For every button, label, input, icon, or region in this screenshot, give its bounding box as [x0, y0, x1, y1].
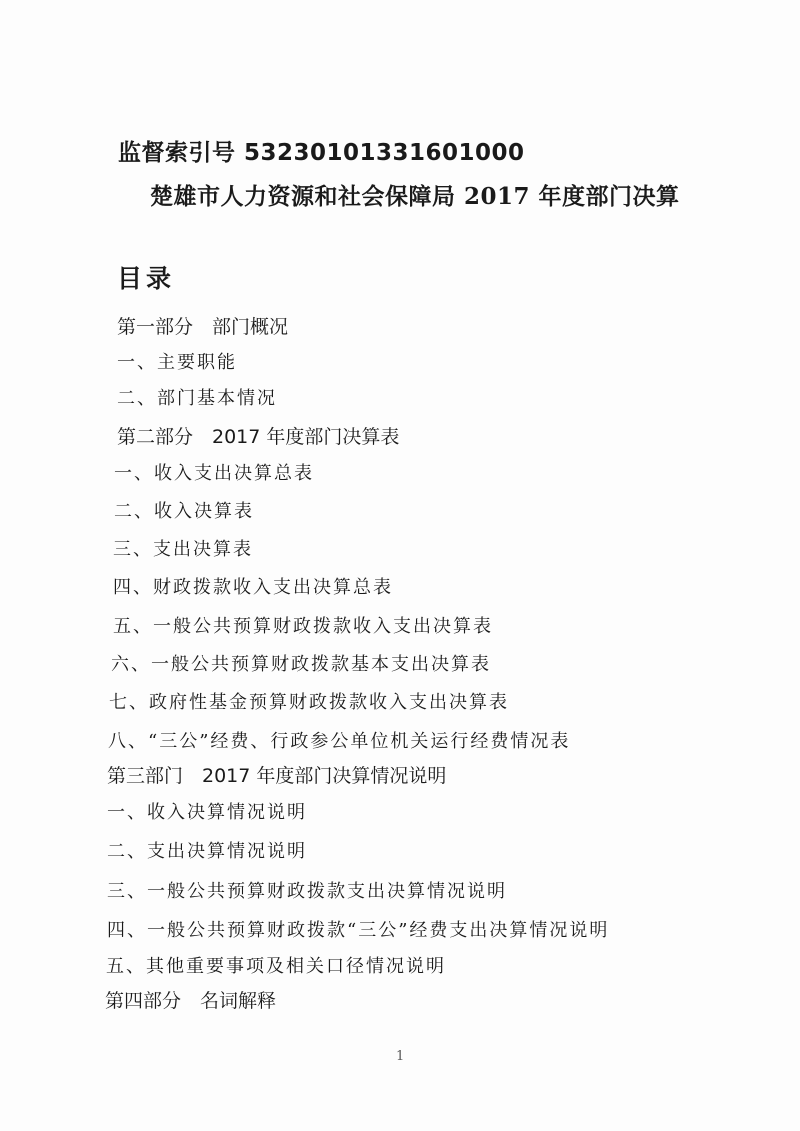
toc-item: 七、政府性基金预算财政拨款收入支出决算表	[109, 692, 509, 713]
supervision-index-number: 监督索引号 53230101331601000	[118, 140, 525, 166]
toc-item: 三、一般公共预算财政拨款支出决算情况说明	[107, 881, 507, 902]
toc-heading: 目录	[117, 264, 176, 293]
toc-part-2: 第二部分 2017 年度部门决算表	[117, 426, 400, 448]
toc-item: 五、其他重要事项及相关口径情况说明	[106, 956, 446, 977]
toc-item: 一、收入决算情况说明	[107, 802, 307, 823]
toc-item: 二、部门基本情况	[117, 388, 277, 409]
toc-item: 五、一般公共预算财政拨款收入支出决算表	[113, 616, 493, 637]
toc-item: 八、“三公”经费、行政参公单位机关运行经费情况表	[108, 731, 571, 752]
toc-item: 四、财政拨款收入支出决算总表	[113, 577, 393, 598]
toc-item: 四、一般公共预算财政拨款“三公”经费支出决算情况说明	[107, 920, 610, 941]
toc-item: 二、支出决算情况说明	[107, 841, 307, 862]
toc-item: 三、支出决算表	[113, 539, 253, 560]
toc-item: 二、收入决算表	[114, 501, 254, 522]
toc-item: 一、收入支出决算总表	[114, 463, 314, 484]
page-number: 1	[396, 1049, 405, 1064]
toc-part-1: 第一部分 部门概况	[117, 316, 289, 338]
toc-part-3: 第三部门 2017 年度部门决算情况说明	[107, 765, 447, 787]
document-title: 楚雄市人力资源和社会保障局 2017 年度部门决算	[150, 183, 680, 210]
toc-item: 六、一般公共预算财政拨款基本支出决算表	[111, 654, 491, 675]
toc-part-4: 第四部分 名词解释	[105, 990, 277, 1012]
toc-item: 一、主要职能	[117, 352, 237, 373]
